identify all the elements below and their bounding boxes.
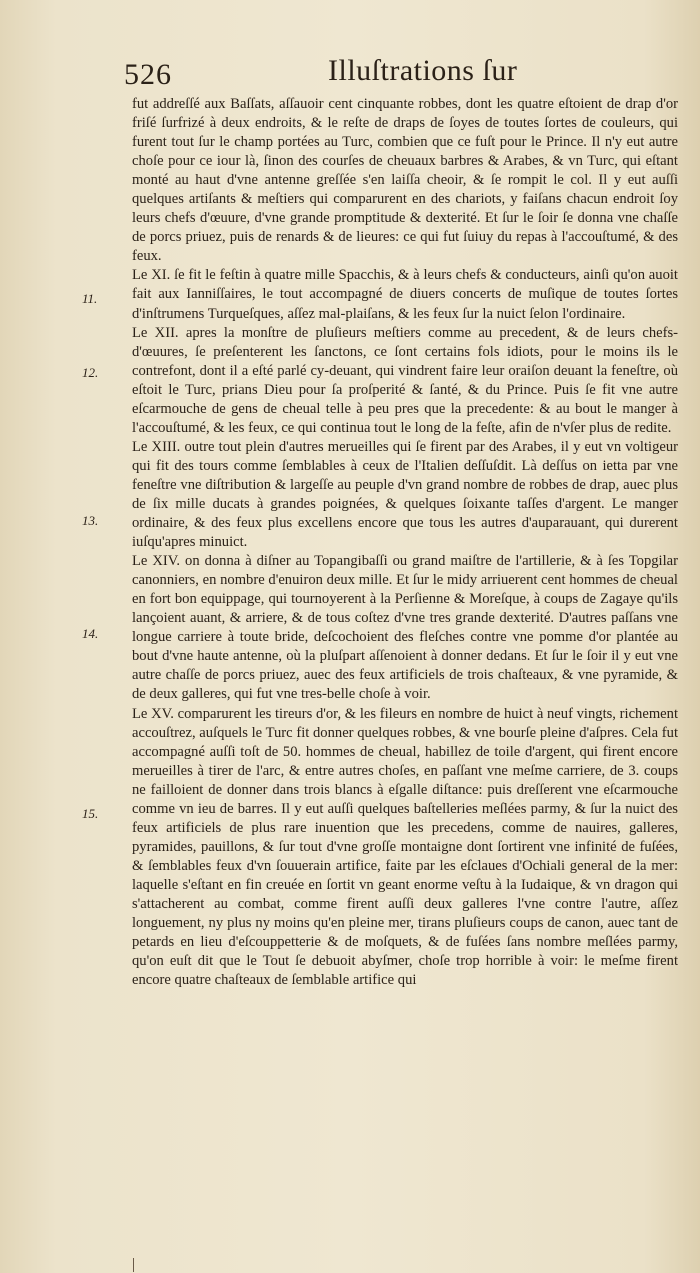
margin-number: 11. (82, 291, 98, 306)
body-text (132, 95, 678, 990)
running-title: Illuſtrations ſur (328, 54, 518, 87)
margin-number: 15. (82, 806, 99, 821)
margin-number: 14. (82, 626, 99, 641)
paragraph: Le XIV. on donna à diſner au Topangibaſſi ou grand maiſtre de l'artillerie, & à ſes Topgilar canonniers, en nombre d'enuiron deux mille. Et ſur le midy arriuerent cent hommes de cheual en fort bon equippage, qui tournoyerent à la Perſienne & Moreſque, à coups de Zagaye qu'ils lançoient auant, & arriere, & de tous coſtez d'vne tres grande dexterité. D'autres paſſans vne longue carriere à toute bride, deſcochoient des fleſches contre vne pomme d'or plantée au bout d'vne haute antenne, où la pluſpart aſſenoient à donner dedans. Et ſur le ſoir il y eut vne autre chaſſe de porcs priuez, auec des feux artificiels de trois chaſteaux, & vne pyramide, & de deux galleres, qui fut vne tres-belle choſe à voir. (132, 553, 678, 703)
page-edge-mark (133, 1258, 134, 1272)
paragraph: Le XII. apres la monſtre de pluſieurs meſtiers comme au precedent, & de leurs chefs-d'œuures, ſe preſenterent les ſanctons, ce ſont certains fols idiots, pour le moins ils le contrefont, dont il a eſté parlé cy-deuant, qui vindrent faire leur oraiſon deuant la feneſtre, où eſtoit le Turc, prians Dieu pour ſa proſperité & ſanté, & du Prince. Puis ſe fit vne autre eſcarmouche de gens de cheual telle à peu pres que la precedente: & au bout le manger à l'accouſtumé, & les feux, ce qui continua tout le long de la feſte, afin de n'vſer plus de redite. (132, 324, 678, 436)
paragraph: Le XI. ſe fit le feſtin à quatre mille Spacchis, & à leurs chefs & conducteurs, ainſi qu'on auoit fait aux Ianniſſaires, le tout accompagné de diuers concerts de muſique de toutes ſortes d'inſtrumens Turqueſques, aſſez mal-plaiſans, & les feux ſur la nuict ſelon l'ordinaire. (132, 267, 678, 322)
page-header (0, 50, 700, 96)
paragraph: fut addreſſé aux Baſſats, aſſauoir cent cinquante robbes, dont les quatre eſtoient de drap d'or friſé ſurfrizé à deux endroits, & le reſte de draps de ſoyes de toutes ſortes de couleurs, qui furent tout ſur le champ portées au Turc, combien que ce fuſt pour le Prince. Il n'y eut autre choſe pour ce iour là, ſinon des courſes de cheuaux barbres & Arabes, & vn Turc, qui eſtant monté au haut d'vne antenne greſſée s'en laiſſa cheoir, & ſe rompit le col. Il y eut auſſi quelques artiſants & meſtiers qui comparurent en des chariots, y faiſans chacun endroit ſoy leurs chefs d'œuure, d'vne grande promptitude & dexterité. Et ſur le ſoir ſe donna vne chaſſe de porcs priuez, puis de renards & de lieures: ce qui fut ſuiuy du repas à l'accouſtumé, & des feux. (132, 96, 678, 265)
paragraph: Le XV. comparurent les tireurs d'or, & les fileurs en nombre de huict à neuf vingts, richement accouſtrez, auſquels le Turc fit donner quelques robbes, & vne bourſe pleine d'aſpres. Cela fut accompagné auſſi toſt de 50. hommes de cheual, habillez de toile d'argent, qui firent encore merueilles à tirer de l'arc, & entre autres choſes, en paſſant vne meſme carriere, de 3. coups ne failloient de donner dans trois blancs à eſgalle diſtance: puis dreſſerent vne eſcarmouche comme vn ieu de barres. Il y eut auſſi quelques baſtelleries meſlées parmy, & ſur la nuict des feux artificiels de plus rare inuention que les precedens, comme de nauires, galleres, pyramides, pauillons, & ſur tout d'vne groſſe montaigne dont ſortirent vne infinité de fuſées, & ſemblables feux d'vn ſouuerain artifice, faite par les eſclaues d'Ochiali general de la mer: laquelle s'eſtant en fin creuée en ſortit vn geant enorme veſtu à la Iudaique, & vn dragon qui s'attacherent au combat, comme firent auſſi deux galleres l'vne contre l'autre, aſſez longuement, ny plus ny moins qu'en pleine mer, tirans pluſieurs coups de canon, auec tant de petards en lieu d'eſcouppetterie & de moſquets, & de fuſées ſans nombre meſlées parmy, qu'on euſt dit que le Tout ſe debuoit abyſmer, choſe trop horrible à voir: le meſme firent encore quatre chaſteaux de ſemblable artifice qui (132, 705, 678, 989)
page-number: 526 (124, 58, 172, 91)
margin-number: 13. (82, 513, 99, 528)
paragraph: Le XIII. outre tout plein d'autres merueilles qui ſe firent par des Arabes, il y eut vn voltigeur qui fit des tours comme ſemblables à ceux de l'Italien deſſuſdit. Là deſſus on ietta par vne feneſtre vne diſtribution & largeſſe au peuple d'vn grand nombre de robbes de drap, auec plus de ſix mille ducats à grandes poignées, & quelques ſoixante taſſes d'argent. Le manger ordinaire, & des feux plus excellens encore que tous les autres d'auparauant, qui durerent iuſqu'apres minuict. (132, 438, 678, 551)
margin-number: 12. (82, 365, 99, 380)
